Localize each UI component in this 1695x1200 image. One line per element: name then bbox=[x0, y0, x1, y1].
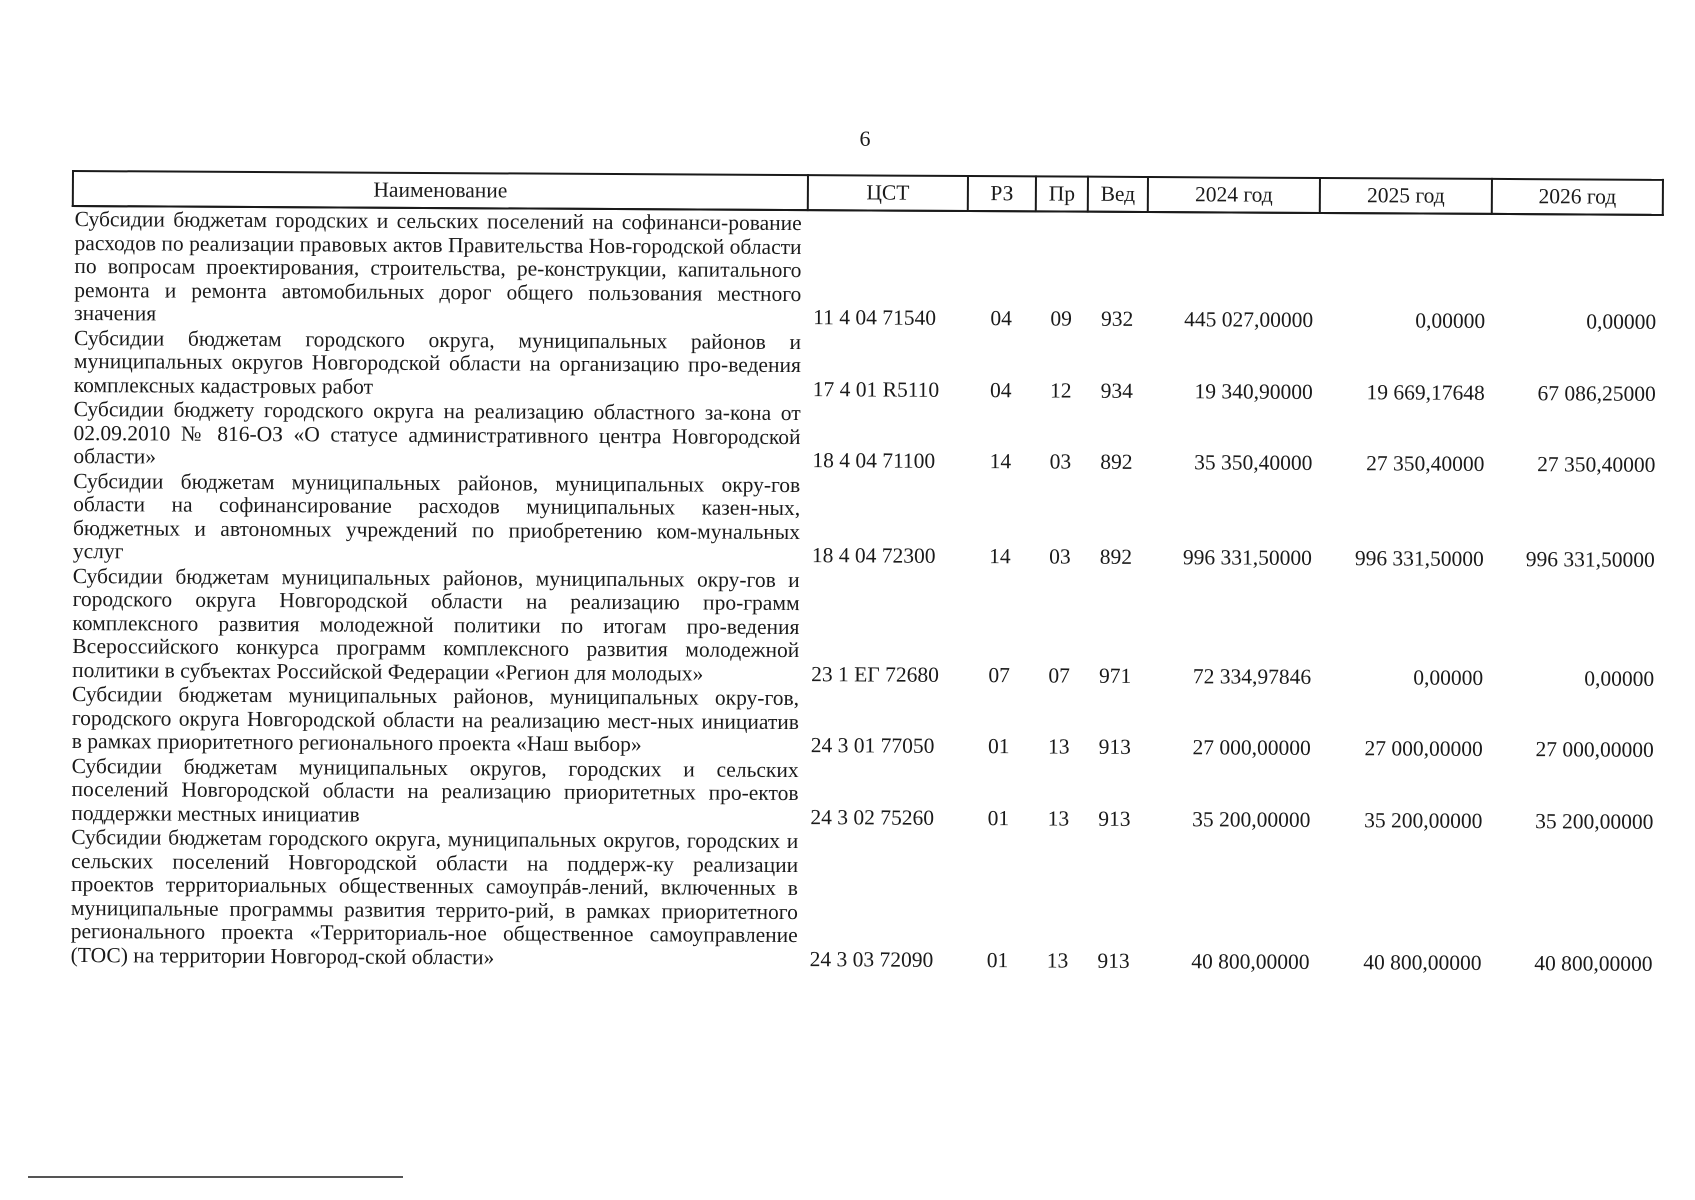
row-2026: 67 086,25000 bbox=[1537, 380, 1656, 406]
row-2024: 72 334,97846 bbox=[1192, 663, 1312, 689]
row-2026: 35 200,00000 bbox=[1535, 808, 1654, 834]
row-2025: 0,00000 bbox=[1413, 664, 1484, 690]
row-pr: 13 bbox=[1046, 947, 1069, 973]
row-2025: 0,00000 bbox=[1415, 308, 1486, 333]
row-pr: 12 bbox=[1049, 377, 1072, 403]
header-2025: 2025 год bbox=[1320, 178, 1492, 214]
row-ved: 913 bbox=[1097, 948, 1130, 973]
row-ved: 913 bbox=[1098, 806, 1131, 831]
table-row bbox=[71, 469, 1662, 573]
row-2024: 445 027,00000 bbox=[1184, 307, 1314, 332]
row-2024: 40 800,00000 bbox=[1191, 948, 1310, 974]
row-rz: 04 bbox=[990, 306, 1013, 331]
row-cst: 24 3 03 72090 bbox=[809, 946, 934, 972]
row-cst: 24 3 01 77050 bbox=[810, 733, 935, 758]
row-pr: 13 bbox=[1047, 805, 1070, 831]
budget-table-container bbox=[68, 170, 1662, 976]
header-2024: 2024 год bbox=[1148, 177, 1320, 213]
table-row bbox=[72, 326, 1662, 406]
row-rz: 01 bbox=[986, 947, 1009, 972]
row-ved: 971 bbox=[1099, 663, 1132, 688]
row-pr: 09 bbox=[1050, 306, 1073, 331]
row-2026: 0,00000 bbox=[1586, 309, 1657, 334]
row-name: Субсидии бюджетам городского округа, муниципальных районов и муниципальных округов Новгородской области на организацию про-ведения комплексных кадастровых работ bbox=[73, 325, 802, 399]
row-2026: 40 800,00000 bbox=[1534, 950, 1653, 976]
budget-table bbox=[68, 170, 1664, 976]
row-2026: 27 350,40000 bbox=[1537, 452, 1656, 477]
row-name: Субсидии бюджетам муниципальных округов, городских и сельских поселений Новгородской области на реализацию приоритетных про-ектов поддержки местных инициатив bbox=[71, 753, 799, 827]
row-rz: 04 bbox=[989, 377, 1012, 402]
row-rz: 01 bbox=[987, 734, 1010, 759]
row-2024: 35 350,40000 bbox=[1194, 450, 1313, 475]
row-2025: 40 800,00000 bbox=[1363, 949, 1482, 975]
row-2025: 35 200,00000 bbox=[1364, 807, 1483, 833]
row-ved: 913 bbox=[1098, 734, 1131, 759]
row-2025: 27 350,40000 bbox=[1366, 451, 1485, 476]
row-2026: 996 331,50000 bbox=[1525, 547, 1655, 572]
row-name: Субсидии бюджетам городских и сельских поселений на софинанси-рование расходов по реализации правовых актов Правительства Нов-городской области по вопросам проектирования, строительства, ре-конструкции, капитального ремонта и ремонта автомобильных дорог общего пользования местного значения bbox=[74, 207, 802, 326]
row-name: Субсидии бюджетам городского округа, муниципальных округов, городских и сельских поселений Новгородской области на поддерж-ку реализации проектов территориальных общественных самоупрáв-лений, включенных в муниципальные программы развития террито-рий, в рамках приоритетного регионального проекта «Территориаль-ное общественное самоуправление (ТОС) на территории Новгород-ской области» bbox=[70, 825, 799, 969]
row-ved: 892 bbox=[1100, 449, 1133, 474]
row-pr: 07 bbox=[1048, 662, 1071, 688]
row-name: Субсидии бюджету городского округа на реализацию областного за-кона от 02.09.2010 № 816-ОЗ «О статусе административного центра Новгородской области» bbox=[73, 397, 801, 469]
row-2024: 996 331,50000 bbox=[1182, 545, 1312, 570]
row-2024: 35 200,00000 bbox=[1192, 806, 1311, 832]
row-name: Субсидии бюджетам муниципальных районов, муниципальных окру-гов и городского округа Новгородской области на реализацию про-грамм комплексного развития молодежной политики по итогам про-ведения Всероссийского конкурса программ комплексного развития молодежной политики в субъектах Российской Федерации «Регион для молодых» bbox=[72, 563, 800, 686]
row-cst: 24 3 02 75260 bbox=[810, 804, 935, 830]
row-2026: 27 000,00000 bbox=[1535, 737, 1654, 762]
table-row bbox=[70, 682, 1660, 762]
row-rz: 14 bbox=[989, 544, 1011, 569]
row-2024: 19 340,90000 bbox=[1194, 378, 1313, 404]
row-name: Субсидии бюджетам муниципальных районов, муниципальных окру-гов, городского округа Новгородской области на реализацию мест-ных инициатив в рамках приоритетного регионального проекта «Наш выбор» bbox=[71, 682, 800, 757]
row-name: Субсидии бюджетам муниципальных районов, муниципальных окру-гов области на софинансирование расходов муниципальных казен-ных, бюджетных и автономных учреждений по приобретению ком-мунальных услуг bbox=[72, 468, 801, 564]
row-2025: 996 331,50000 bbox=[1354, 546, 1484, 571]
row-cst: 17 4 01 R5110 bbox=[812, 376, 940, 402]
row-2024: 27 000,00000 bbox=[1192, 735, 1311, 760]
row-pr: 03 bbox=[1049, 449, 1072, 474]
table-row bbox=[72, 206, 1663, 334]
row-cst: 23 1 ЕГ 72680 bbox=[811, 661, 939, 687]
table-row bbox=[70, 563, 1661, 690]
row-2025: 27 000,00000 bbox=[1364, 736, 1483, 761]
row-rz: 14 bbox=[989, 449, 1012, 474]
table-row bbox=[69, 753, 1659, 833]
table-row bbox=[69, 825, 1660, 976]
header-name: Наименование bbox=[73, 171, 808, 210]
row-pr: 03 bbox=[1049, 544, 1071, 569]
row-ved: 932 bbox=[1100, 306, 1134, 331]
row-2026: 0,00000 bbox=[1584, 665, 1655, 691]
row-cst: 18 4 04 71100 bbox=[812, 448, 936, 473]
header-rz: РЗ bbox=[968, 176, 1036, 211]
row-cst: 18 4 04 72300 bbox=[811, 543, 936, 568]
row-rz: 01 bbox=[987, 805, 1010, 830]
row-rz: 07 bbox=[988, 662, 1011, 687]
row-ved: 934 bbox=[1100, 378, 1133, 403]
header-2026: 2026 год bbox=[1492, 179, 1663, 215]
row-2025: 19 669,17648 bbox=[1366, 379, 1485, 405]
row-pr: 13 bbox=[1047, 734, 1070, 759]
header-cst: ЦСТ bbox=[808, 175, 968, 211]
header-ved: Вед bbox=[1088, 177, 1148, 212]
header-pr: Пр bbox=[1036, 176, 1088, 211]
page-number: 6 bbox=[859, 126, 871, 151]
row-ved: 892 bbox=[1099, 544, 1133, 569]
footer-rule bbox=[28, 1176, 403, 1178]
row-cst: 11 4 04 71540 bbox=[813, 305, 937, 330]
table-row bbox=[71, 397, 1661, 477]
